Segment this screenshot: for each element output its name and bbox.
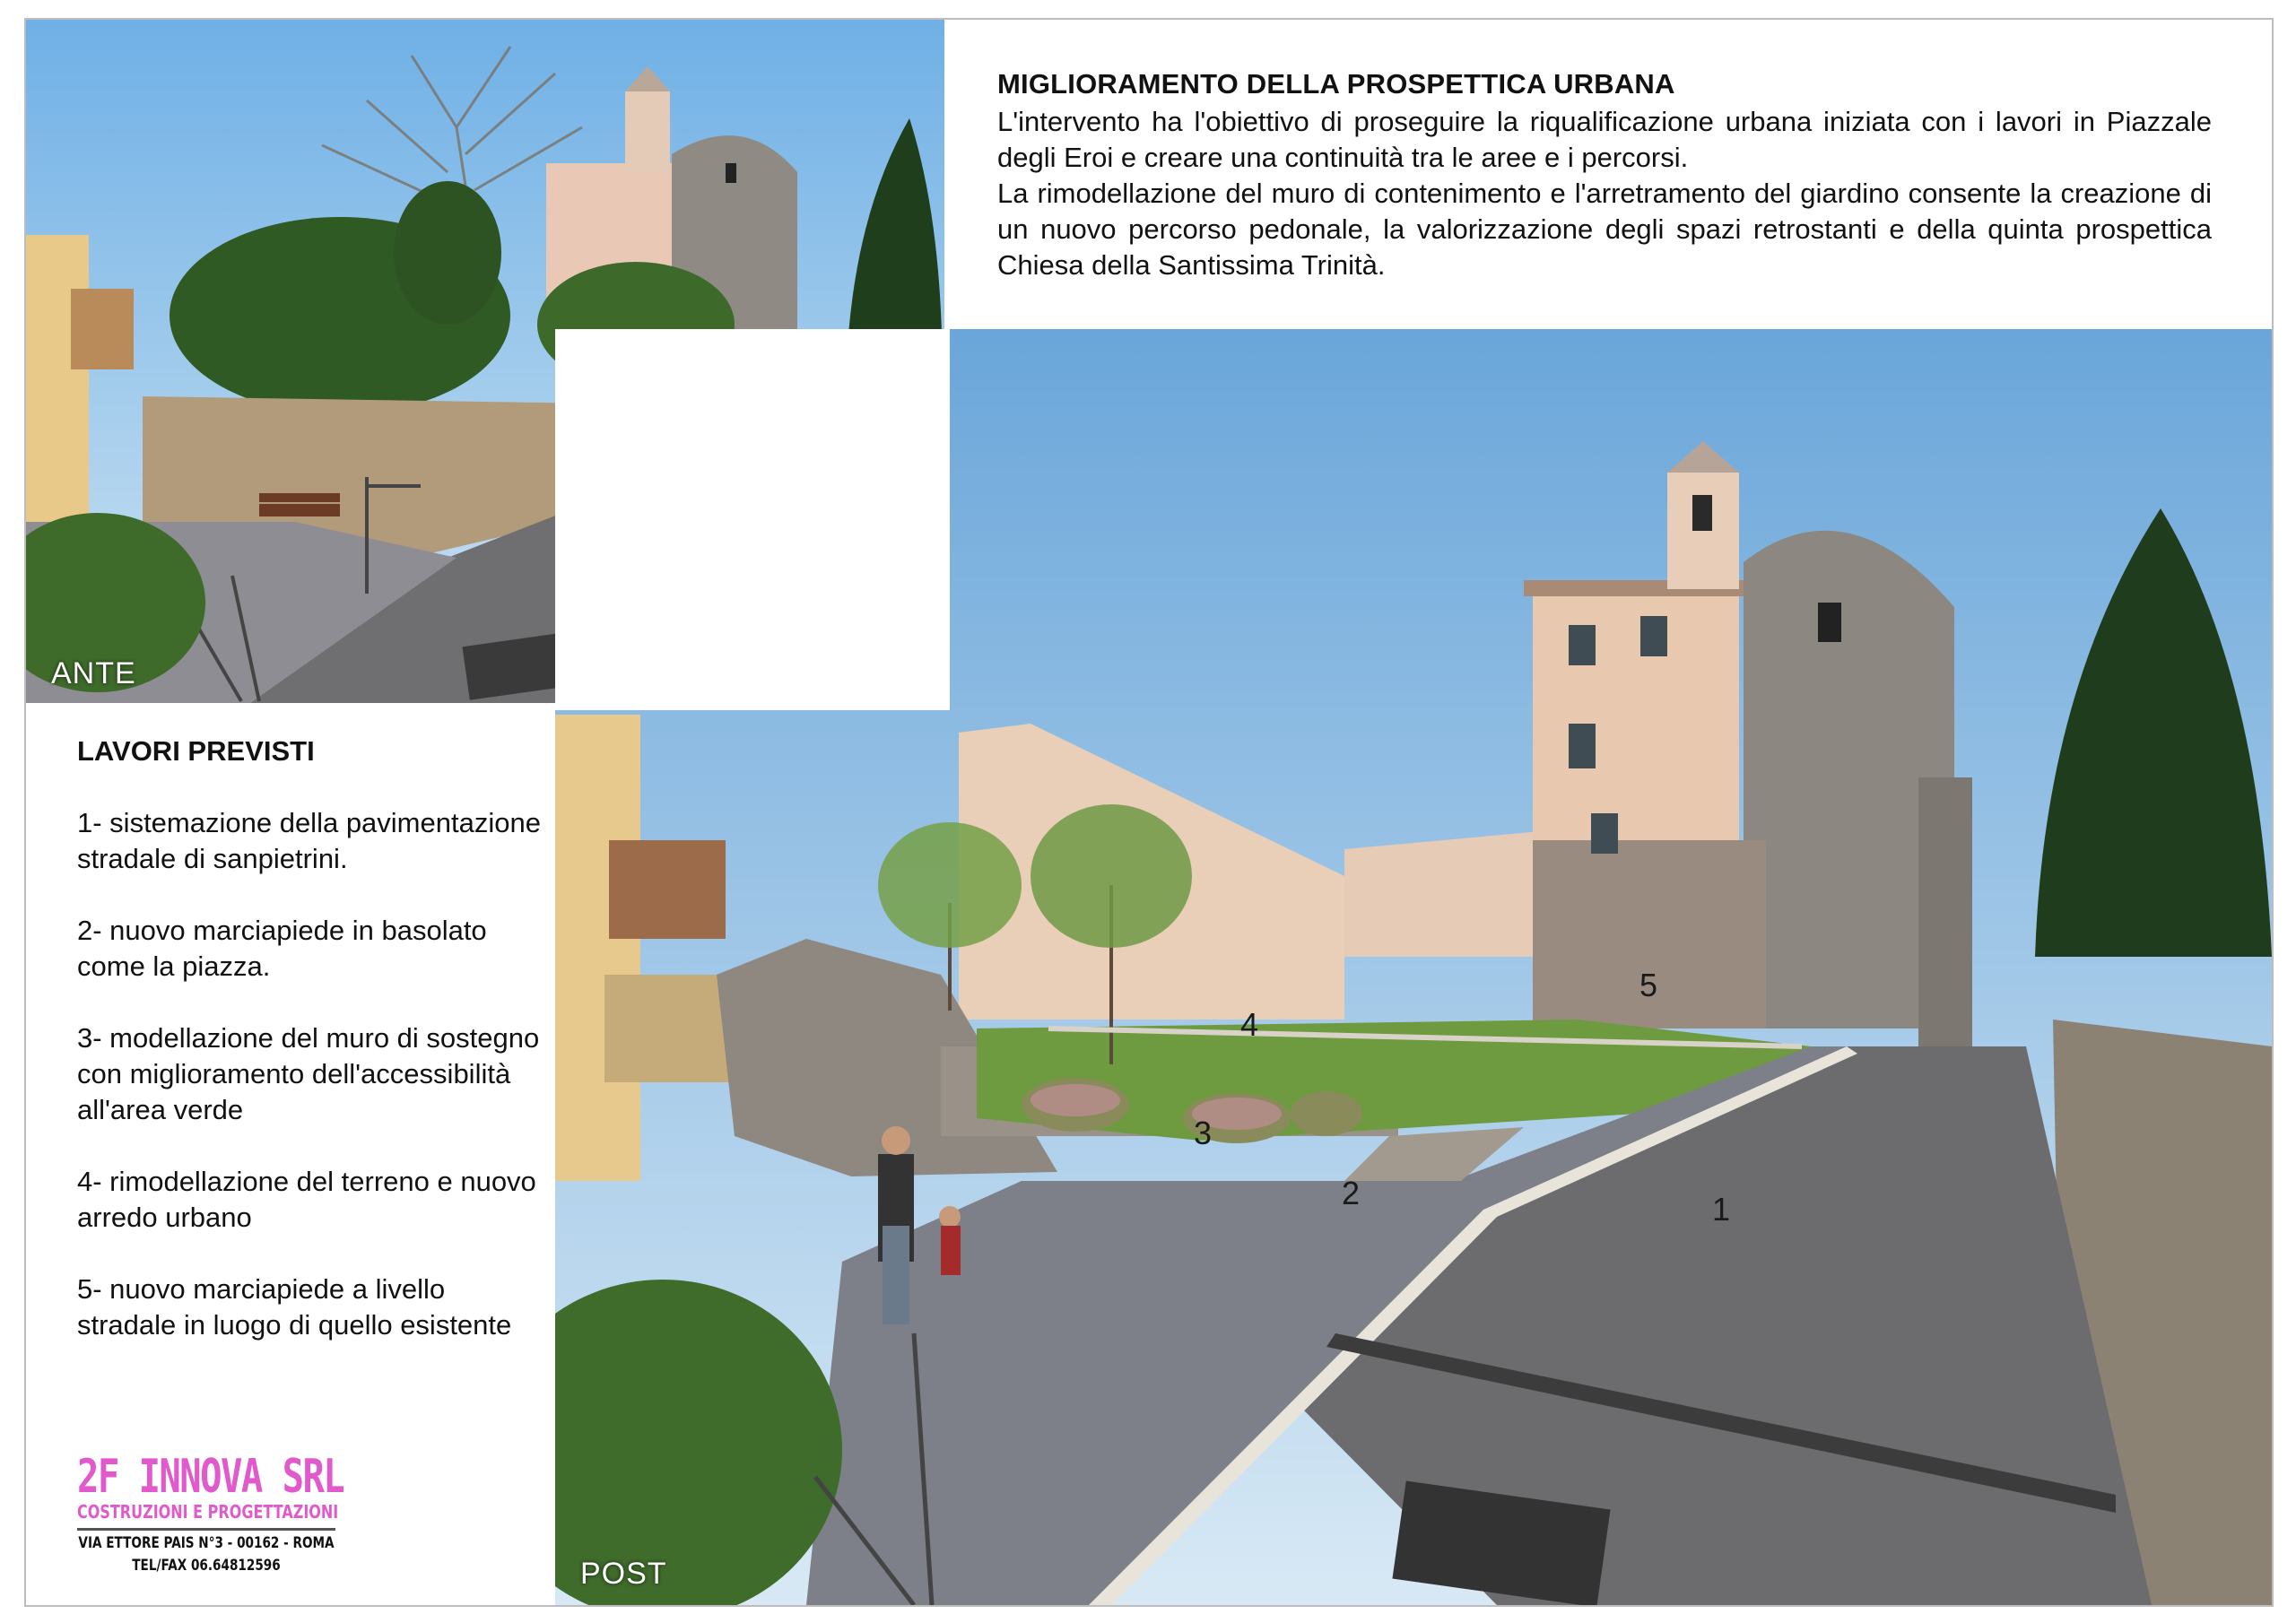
marker-2: 2 <box>1342 1175 1361 1211</box>
works-item: 3- modellazione del muro di sostegno con miglioramento dell'accessibilità all'area verde <box>77 1022 540 1125</box>
marker-4: 4 <box>1240 1006 1259 1043</box>
works-list <box>77 733 544 1379</box>
post-photo-illustration <box>555 329 2272 1605</box>
logo-name: 2F INNOVA SRL <box>77 1450 344 1504</box>
marker-5: 5 <box>1639 967 1658 1003</box>
works-item: 2- nuovo marciapiede in basolato come la piazza. <box>77 915 487 982</box>
works-item: 1- sistemazione della pavimentazione stradale di sanpietrini. <box>77 807 541 874</box>
works-title: LAVORI PREVISTI <box>77 735 315 767</box>
ante-label: ANTE <box>51 656 136 690</box>
company-logo <box>77 1450 346 1575</box>
marker-1: 1 <box>1712 1191 1731 1228</box>
works-item: 4- rimodellazione del terreno e nuovo arredo urbano <box>77 1166 536 1233</box>
works-item: 5- nuovo marciapiede a livello stradale in luogo di quello esistente <box>77 1273 512 1341</box>
post-label: POST <box>580 1557 667 1591</box>
logo-phone: TEL/FAX 06.64812596 <box>132 1557 281 1575</box>
intro-paragraph: La rimodellazione del muro di contenimento e l'arretramento del giardino consente la creazione di un nuovo percorso pedonale, la valorizzazione degli spazi retrostanti e della quinta prospettica Chiesa della Santissima Trinità. <box>997 178 2212 281</box>
intro-text-block <box>997 66 2212 283</box>
marker-3: 3 <box>1194 1115 1213 1151</box>
logo-tagline: COSTRUZIONI E PROGETTAZIONI <box>77 1501 335 1531</box>
intro-paragraph: L'intervento ha l'obiettivo di proseguire la riqualificazione urbana iniziata con i lavori in Piazzale degli Eroi e creare una continuità tra le aree e i percorsi. <box>997 106 2212 173</box>
logo-address: VIA ETTORE PAIS N°3 - 00162 - ROMA <box>78 1534 335 1552</box>
post-photo <box>555 329 2272 1605</box>
intro-title: MIGLIORAMENTO DELLA PROSPETTICA URBANA <box>997 68 1675 100</box>
